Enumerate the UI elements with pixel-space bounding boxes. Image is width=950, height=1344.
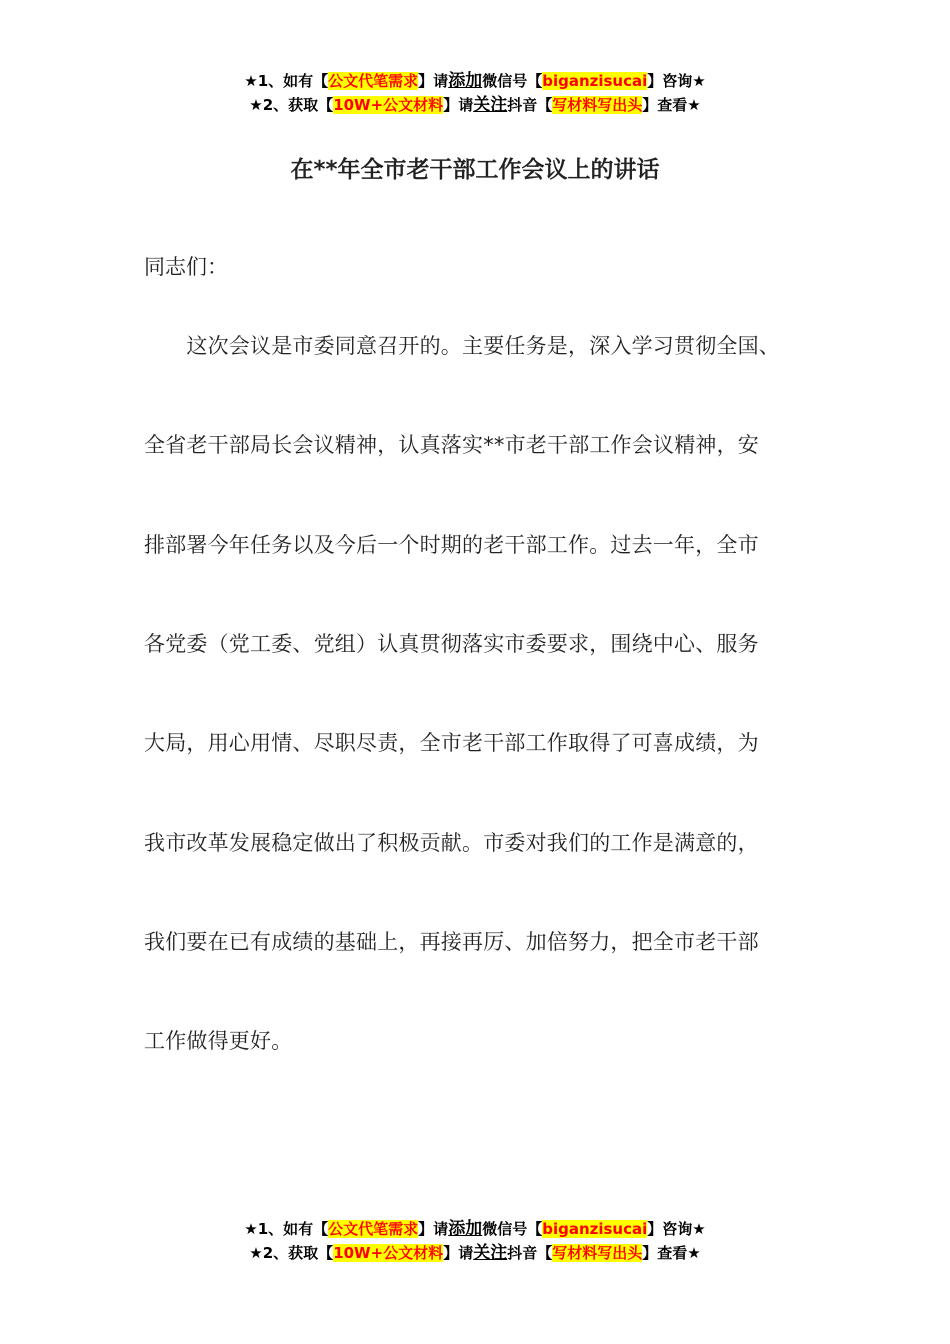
footer-banner [0, 1217, 950, 1265]
banner-emphasis: 添加 [448, 1219, 483, 1239]
paragraph-line: 我们要在已有成绩的基础上，再接再厉、加倍努力，把全市老干部 [144, 930, 759, 954]
paragraph-line: 这次会议是市委同意召开的。主要任务是，深入学习贯彻全国、 [144, 334, 780, 358]
banner-text: 抖音【 [507, 96, 553, 114]
highlight-wechat-id: biganzisucai [542, 72, 648, 90]
banner-text: ★2、获取【 [249, 1244, 334, 1262]
highlight-douyin-account: 写材料写出头 [552, 96, 643, 114]
page-title: 在**年全市老干部工作会议上的讲话 [290, 157, 660, 183]
banner-text: 】请 [443, 96, 474, 114]
banner-text: 】咨询★ [647, 72, 706, 90]
highlight-materials: 10W+公文材料 [333, 1244, 444, 1262]
banner-text: 】请 [418, 72, 449, 90]
highlight-service: 公文代笔需求 [328, 72, 419, 90]
paragraph-line: 大局，用心用情、尽职尽责，全市老干部工作取得了可喜成绩，为 [144, 731, 759, 755]
banner-line-2 [0, 93, 950, 117]
banner-text: ★2、获取【 [249, 96, 334, 114]
banner-line-1 [0, 69, 950, 93]
banner-text: 】请 [418, 1220, 449, 1238]
paragraph-line: 各党委（党工委、党组）认真贯彻落实市委要求，围绕中心、服务 [144, 632, 759, 656]
banner-line-2 [0, 1241, 950, 1265]
banner-emphasis: 添加 [448, 71, 483, 91]
paragraph-line: 全省老干部局长会议精神，认真落实**市老干部工作会议精神，安 [144, 433, 759, 457]
banner-text: 】查看★ [642, 96, 701, 114]
banner-emphasis: 关注 [473, 1243, 508, 1263]
highlight-wechat-id: biganzisucai [542, 1220, 648, 1238]
banner-text: 抖音【 [507, 1244, 553, 1262]
banner-text: 微信号【 [482, 72, 543, 90]
highlight-service: 公文代笔需求 [328, 1220, 419, 1238]
banner-text: 】查看★ [642, 1244, 701, 1262]
banner-text: 微信号【 [482, 1220, 543, 1238]
banner-line-1 [0, 1217, 950, 1241]
highlight-douyin-account: 写材料写出头 [552, 1244, 643, 1262]
banner-text: ★1、如有【 [244, 1220, 329, 1238]
banner-text: 】咨询★ [647, 1220, 706, 1238]
paragraph-line: 我市改革发展稳定做出了积极贡献。市委对我们的工作是满意的， [144, 831, 759, 855]
highlight-materials: 10W+公文材料 [333, 96, 444, 114]
header-banner [0, 69, 950, 117]
paragraph-line: 排部署今年任务以及今后一个时期的老干部工作。过去一年，全市 [144, 533, 759, 557]
banner-emphasis: 关注 [473, 95, 508, 115]
salutation: 同志们： [144, 255, 228, 279]
paragraph-line: 工作做得更好。 [144, 1029, 293, 1053]
banner-text: ★1、如有【 [244, 72, 329, 90]
banner-text: 】请 [443, 1244, 474, 1262]
